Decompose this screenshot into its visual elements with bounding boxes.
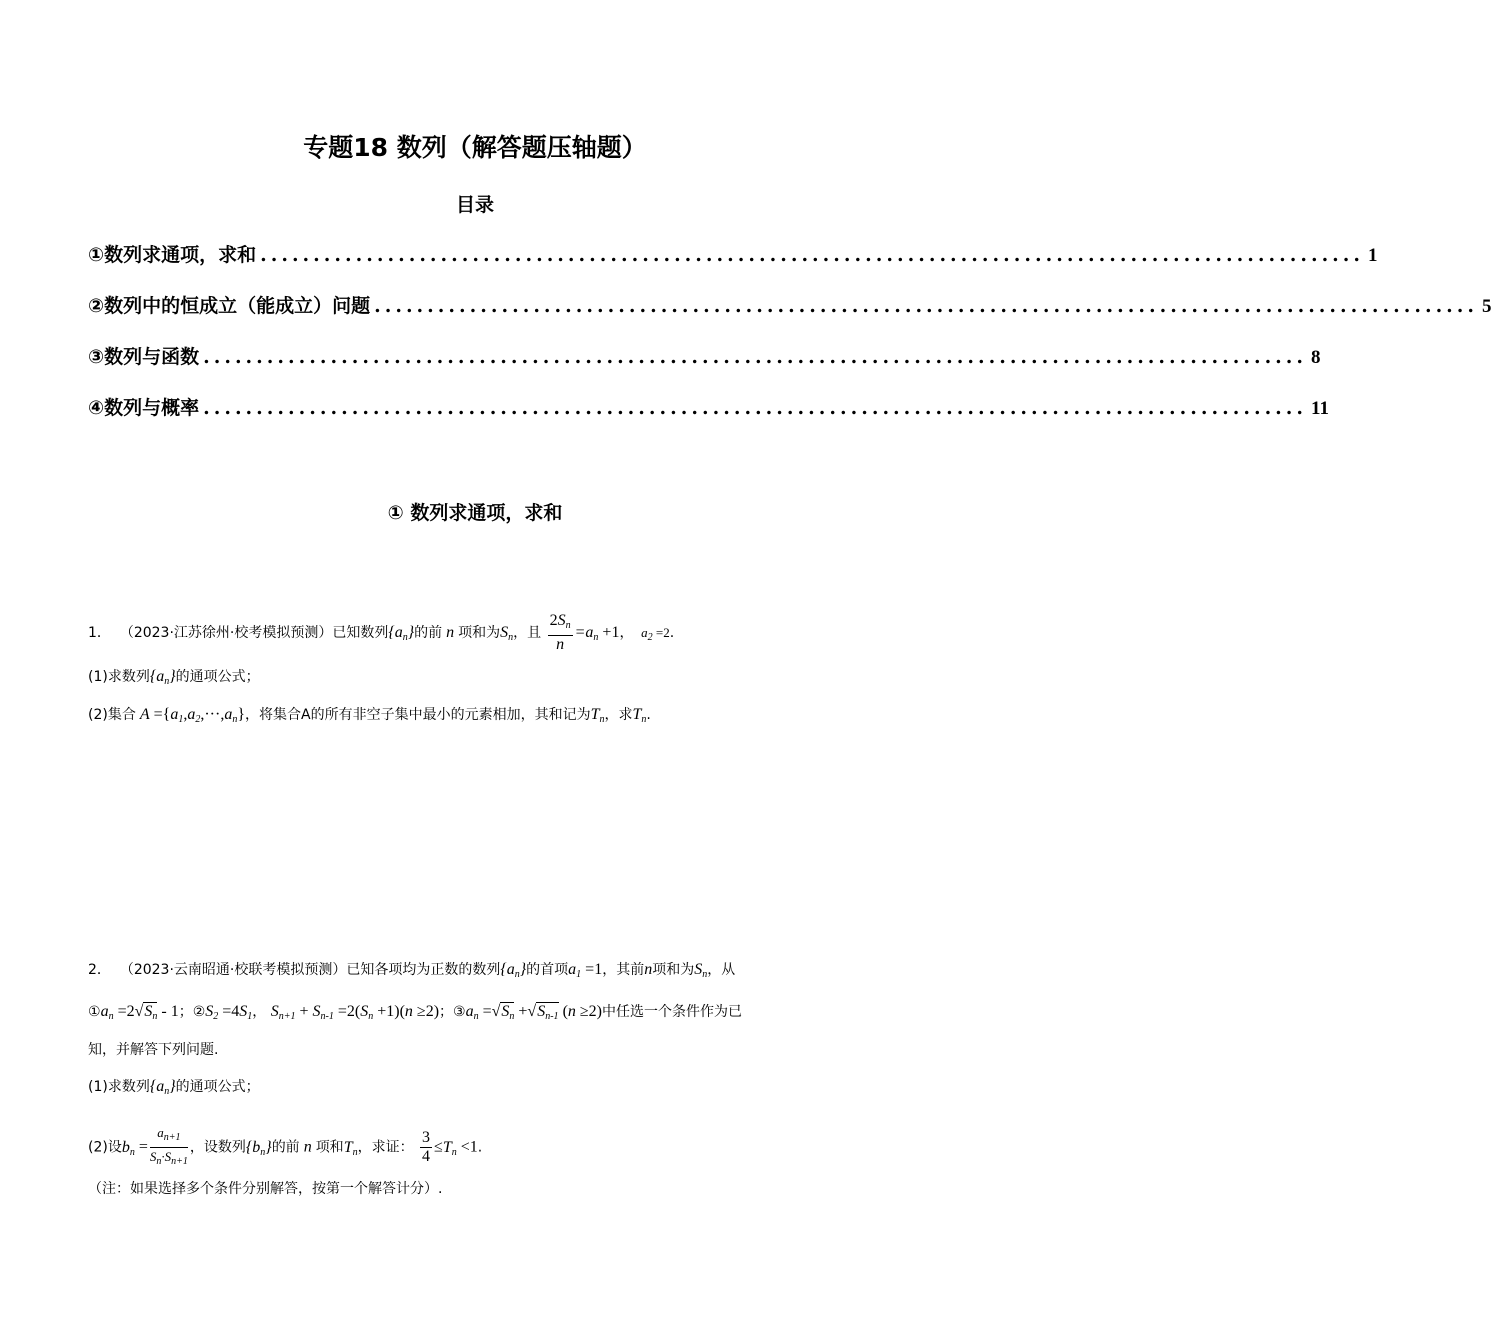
problem-2-note: （注：如果选择多个条件分别解答，按第一个解答计分）. — [88, 1181, 443, 1197]
toc-entry-page: 8 — [1311, 347, 1321, 368]
problem-source: （2023·江苏徐州·校考模拟预测） — [119, 625, 333, 641]
toc-leader-dots: ........................................................................................................ — [203, 397, 1308, 419]
formula-fraction: $\frac{a_{n+1}}{S_n\cdot S_{n+1}}$ — [149, 1125, 188, 1167]
problem-2-question-2: (2)设bn = $\frac{a_{n+1}}{S_n\cdot S_{n+1}}$ ，设数列{bn}的前 n 项和Tn，求证： $\frac{3}{4}$ ≤Tn <1. — [88, 1124, 868, 1171]
toc-entry-page: 1 — [1368, 245, 1378, 266]
toc-heading: 目录 — [455, 194, 494, 216]
formula-fraction: $\frac{3}{4}$ — [422, 1129, 431, 1165]
problem-2-line-3: 知，并解答下列问题. — [88, 1042, 219, 1058]
problem-1-statement: 1． （2023·江苏徐州·校考模拟预测）已知数列{an}的前 n 项和为Sn，且 $\frac{2Sn}{n}$ =an +1， $a_2 =2$. — [88, 612, 675, 653]
toc-entry-label: ②数列中的恒成立（能成立）问题 — [88, 295, 371, 317]
toc-entry-page: 5 — [1482, 296, 1492, 317]
section-heading: ① 数列求通项，求和 — [387, 502, 563, 524]
toc-leader-dots: ........................................................................................................ — [260, 244, 1365, 266]
problem-number: 1． — [88, 625, 111, 641]
problem-number: 2． — [88, 962, 111, 978]
problem-2-conditions: ①an =2√Sn - 1；②S2 =4S1， Sn+1 + Sn-1 =2(Sn +1)(n ≥2)；③an =√Sn +√Sn-1 (n ≥2)中任选一个条件作为已 — [88, 1003, 742, 1022]
formula-fraction: $\frac{2Sn}{n}$ — [549, 612, 571, 653]
toc-entry-label: ④数列与概率 — [88, 397, 200, 419]
toc-entry-label: ③数列与函数 — [88, 346, 200, 368]
problem-source: （2023·云南昭通·校联考模拟预测） — [119, 962, 347, 978]
toc-entry-page: 11 — [1311, 398, 1329, 419]
toc-entry[interactable] — [88, 240, 1378, 268]
toc-entry[interactable] — [88, 342, 1321, 370]
problem-1-question-2: (2)集合 A ={a1,a2,···,an}，将集合A的所有非空子集中最小的元素相加，其和记为Tn，求Tn. — [88, 706, 651, 725]
problem-1-question-1: (1)求数列{an}的通项公式； — [88, 668, 260, 687]
toc-leader-dots: ........................................................................................................ — [203, 346, 1308, 368]
toc-entry[interactable] — [88, 291, 1492, 319]
document-title: 专题18 数列（解答题压轴题） — [303, 133, 647, 162]
toc-entry[interactable] — [88, 393, 1329, 421]
toc-leader-dots: ........................................................................................................ — [374, 295, 1479, 317]
problem-2-statement: 2． （2023·云南昭通·校联考模拟预测）已知各项均为正数的数列{an}的首项a1 =1，其前n项和为Sn，从 — [88, 961, 736, 980]
problem-2-question-1: (1)求数列{an}的通项公式； — [88, 1078, 260, 1097]
toc-entry-label: ①数列求通项，求和 — [88, 244, 257, 266]
